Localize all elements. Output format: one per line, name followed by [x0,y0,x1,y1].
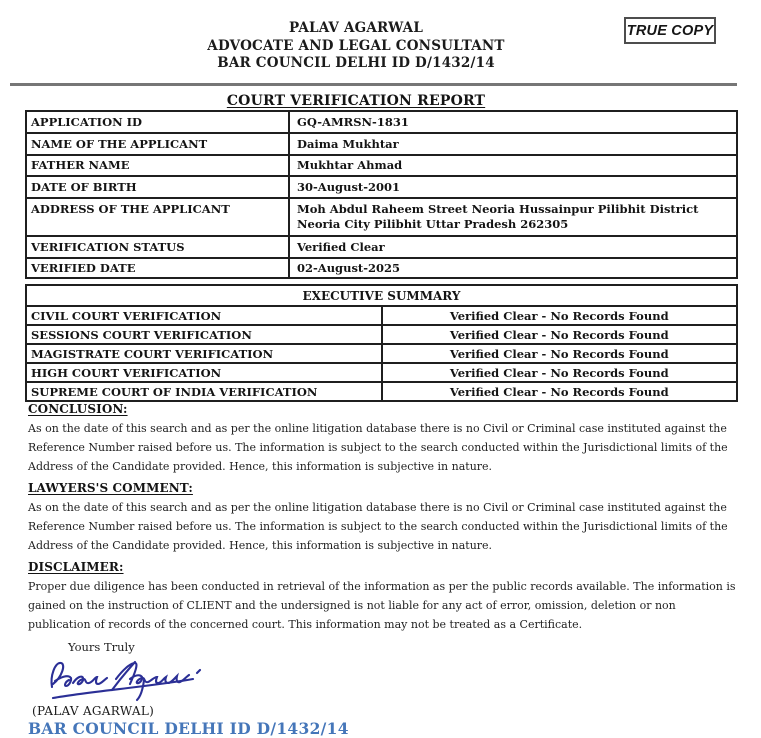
row-label: VERIFICATION STATUS [26,236,289,258]
applicant-details-table [25,110,738,279]
table-row [26,111,737,133]
row-value: Verified Clear - No Records Found [382,382,738,401]
row-label: NAME OF THE APPLICANT [26,133,289,155]
executive-summary-title: EXECUTIVE SUMMARY [26,285,737,306]
section-conclusion [28,402,737,476]
row-label: SESSIONS COURT VERIFICATION [26,325,382,344]
report-title-wrap [0,90,712,109]
row-value: 02-August-2025 [289,258,737,278]
page-title: COURT VERIFICATION REPORT [226,93,486,109]
header-divider [10,83,737,86]
true-copy-stamp [624,17,716,44]
lawyers-comment-heading: LAWYERS'S COMMENT: [28,481,193,495]
table-row [26,236,737,258]
table-row [26,306,737,325]
row-label: FATHER NAME [26,155,289,176]
row-value: Mukhtar Ahmad [289,155,737,176]
yours-truly-text: Yours Truly [68,640,135,654]
row-value: Moh Abdul Raheem Street Neoria Hussainpur Pilibhit District Neoria City Pilibhit Uttar Pradesh 262305 [289,198,737,236]
row-value: Verified Clear [289,236,737,258]
section-disclaimer [28,560,737,634]
table-row [26,198,737,236]
advocate-title: ADVOCATE AND LEGAL CONSULTANT [207,37,505,54]
disclaimer-body: Proper due diligence has been conducted in retrieval of the information as per the public records available. The information is gained on the instruction of CLIENT and the undersigned is not liable for any act of error, omission, deletion or non publication of records of the concerned court. This information may not be treated as a Certificate. [28,580,736,631]
row-value: Verified Clear - No Records Found [382,325,738,344]
row-value: Verified Clear - No Records Found [382,306,738,325]
letterhead [0,20,712,73]
signed-name-text: (PALAV AGARWAL) [32,704,155,718]
row-value: Verified Clear - No Records Found [382,363,738,382]
row-label: SUPREME COURT OF INDIA VERIFICATION [26,382,382,401]
row-label: ADDRESS OF THE APPLICANT [26,198,289,236]
table-row [26,382,737,401]
row-label: HIGH COURT VERIFICATION [26,363,382,382]
bar-council-id-footer: BAR COUNCIL DELHI ID D/1432/14 [28,719,349,738]
row-label: APPLICATION ID [26,111,289,133]
table-header-row [26,285,737,306]
table-row [26,176,737,198]
conclusion-body: As on the date of this search and as per the online litigation database there is no Civil or Criminal case instituted against the Reference Number raised before us. The information is subject to the search conducted within the Jurisdictional limits of the Address of the Candidate provided. Hence, this information is subjective in nature. [28,422,728,473]
conclusion-heading: CONCLUSION: [28,402,128,416]
disclaimer-heading: DISCLAIMER: [28,560,124,574]
lawyers-comment-body: As on the date of this search and as per the online litigation database there is no Civil or Criminal case instituted against the Reference Number raised before us. The information is subject to the search conducted within the Jurisdictional limits of the Address of the Candidate provided. Hence, this information is subjective in nature. [28,501,728,552]
row-label: MAGISTRATE COURT VERIFICATION [26,344,382,363]
table-row [26,344,737,363]
row-value: Verified Clear - No Records Found [382,344,738,363]
row-label: VERIFIED DATE [26,258,289,278]
signature-handwriting-image [40,656,220,702]
row-value: 30-August-2001 [289,176,737,198]
row-label: DATE OF BIRTH [26,176,289,198]
row-label: CIVIL COURT VERIFICATION [26,306,382,325]
row-value: GQ-AMRSN-1831 [289,111,737,133]
row-value: Daima Mukhtar [289,133,737,155]
advocate-name: PALAV AGARWAL [288,20,424,36]
table-row [26,155,737,176]
true-copy-label: TRUE COPY [626,22,714,39]
bar-council-id-header: BAR COUNCIL DELHI ID D/1432/14 [217,55,495,71]
executive-summary-table [25,284,738,402]
table-row [26,258,737,278]
section-lawyers-comment [28,481,737,555]
lower-content [28,402,737,738]
table-row [26,133,737,155]
table-row [26,363,737,382]
table-row [26,325,737,344]
